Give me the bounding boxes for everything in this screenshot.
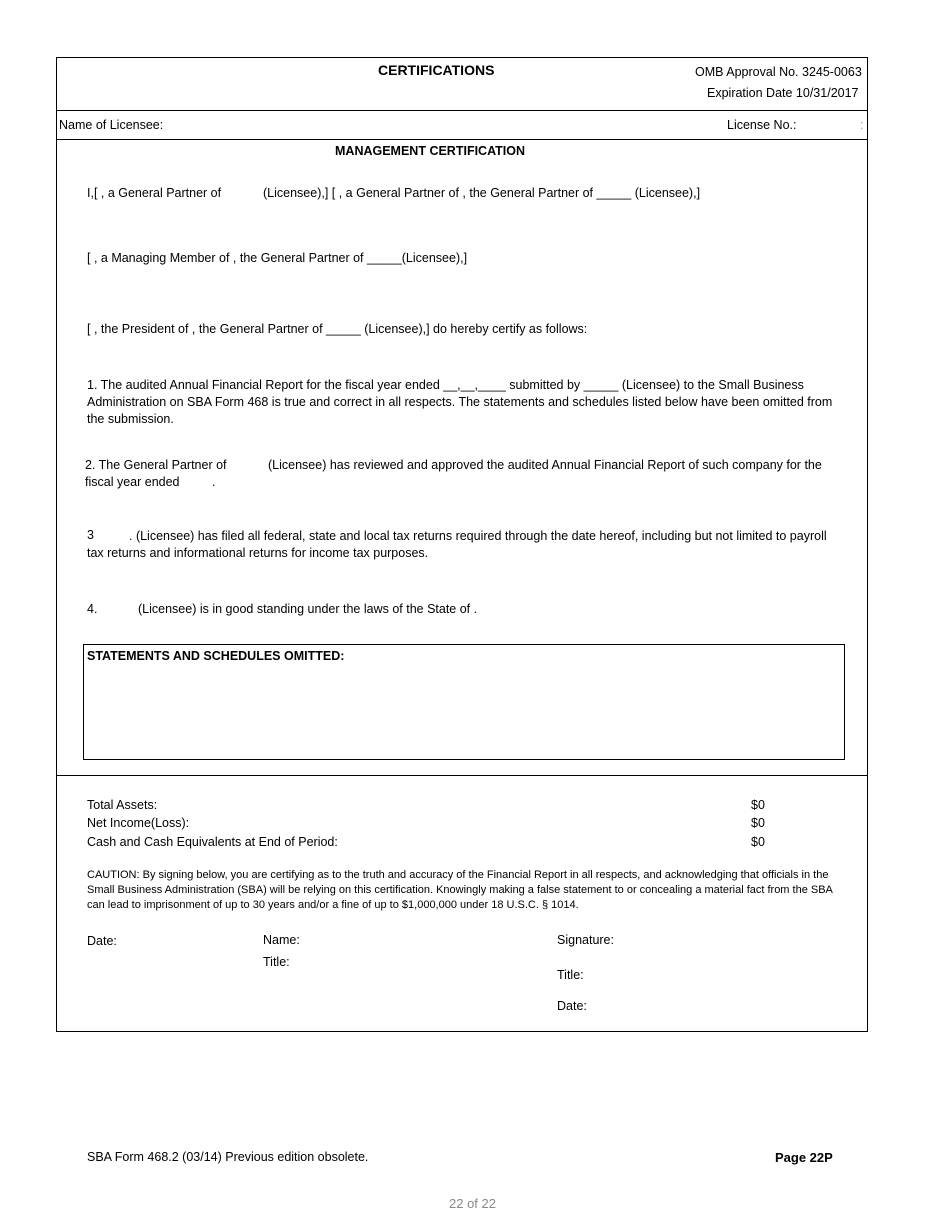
total-assets-value: $0 bbox=[751, 798, 765, 812]
signature-label: Signature: bbox=[557, 933, 614, 947]
title-label: Title: bbox=[263, 955, 290, 969]
signer-date-label: Date: bbox=[557, 999, 587, 1013]
intro-line-1b: (Licensee),] [ , a General Partner of , the General Partner of _____ (Licensee),] bbox=[263, 186, 701, 200]
header-divider bbox=[56, 110, 868, 111]
item-2a: 2. The General Partner of bbox=[85, 458, 227, 472]
omitted-statements-box bbox=[83, 644, 845, 760]
item-2c: fiscal year ended bbox=[85, 475, 180, 489]
totals-divider bbox=[56, 775, 868, 776]
item-4-number: 4. bbox=[87, 602, 98, 616]
caution-text: CAUTION: By signing below, you are certifying as to the truth and accuracy of the Financial Report in all respects, and acknowledging that officials in the Small Business Administration (SBA) will be relying on this certification. Knowingly making a false statement to or concealing a material fact from the SBA can lead to imprisonment of up to 30 years and/or a fine of up to $1,000,000 under 18 U.S.C. § 1014. bbox=[87, 869, 833, 911]
intro-line-1a: I,[ , a General Partner of bbox=[87, 186, 222, 200]
omitted-box-title: STATEMENTS AND SCHEDULES OMITTED: bbox=[87, 649, 345, 663]
expiration-date: Expiration Date 10/31/2017 bbox=[707, 86, 859, 100]
item-4-text: (Licensee) is in good standing under the laws of the State of . bbox=[138, 602, 478, 616]
form-title: CERTIFICATIONS bbox=[378, 62, 495, 78]
cash-equivalents-label: Cash and Cash Equivalents at End of Period: bbox=[87, 835, 338, 849]
license-no-mark: : bbox=[860, 118, 864, 132]
intro-line-3: [ , the President of , the General Partner of _____ (Licensee),] do hereby certify as follows: bbox=[87, 322, 588, 336]
form-identifier: SBA Form 468.2 (03/14) Previous edition obsolete. bbox=[87, 1150, 369, 1164]
item-2d: . bbox=[212, 475, 216, 489]
intro-line-2: [ , a Managing Member of , the General Partner of _____(Licensee),] bbox=[87, 251, 468, 265]
net-income-value: $0 bbox=[751, 816, 765, 830]
license-no-label: License No.: bbox=[727, 118, 797, 132]
section-title: MANAGEMENT CERTIFICATION bbox=[335, 144, 526, 158]
date-label: Date: bbox=[87, 934, 117, 948]
cash-equivalents-value: $0 bbox=[751, 835, 765, 849]
licensee-row-divider bbox=[56, 139, 868, 140]
item-1: 1. The audited Annual Financial Report for the fiscal year ended __,__,____ submitted by _____ (Licensee) to the Small Business Administration on SBA Form 468 is true and correct in all respects. The statements and schedules listed below have been omitted from the submission. bbox=[87, 378, 833, 426]
total-assets-label: Total Assets: bbox=[87, 798, 158, 812]
name-label: Name: bbox=[263, 933, 300, 947]
item-3-text: . (Licensee) has filed all federal, state and local tax returns required through the date hereof, including but not limited to payroll tax returns and informational returns for income tax purposes. bbox=[87, 529, 827, 560]
name-of-licensee-label: Name of Licensee: bbox=[59, 118, 164, 132]
item-3-number: 3 bbox=[87, 528, 94, 542]
page-counter: 22 of 22 bbox=[449, 1196, 496, 1211]
page-label: Page 22P bbox=[775, 1150, 833, 1165]
net-income-label: Net Income(Loss): bbox=[87, 816, 190, 830]
omb-approval: OMB Approval No. 3245-0063 bbox=[695, 65, 862, 79]
item-2b: (Licensee) has reviewed and approved the audited Annual Financial Report of such company for the bbox=[268, 458, 822, 472]
signer-title-label: Title: bbox=[557, 968, 584, 982]
